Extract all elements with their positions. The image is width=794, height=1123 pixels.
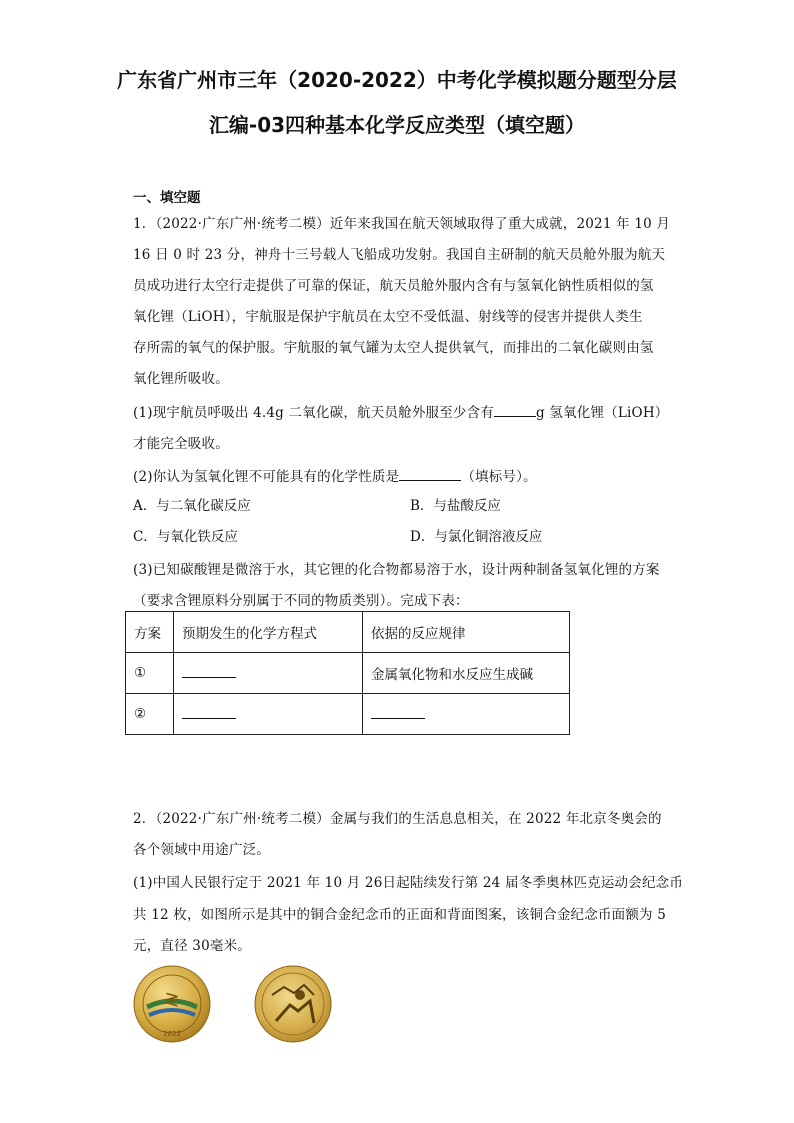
option-d[interactable]: D．与氯化铜溶液反应 bbox=[410, 529, 543, 545]
coin-front-graphic bbox=[133, 965, 211, 1043]
q2-line: 共 12 枚，如图所示是其中的铜合金纪念币的正面和背面图案，该铜合金纪念币面额为 5 bbox=[133, 907, 667, 923]
q1-line: 员成功进行太空行走提供了可靠的保证，航天员舱外服内含有与氢氧化钠性质相似的氢 bbox=[133, 278, 654, 294]
coin-year: 2022 bbox=[163, 1030, 181, 1038]
answer-table bbox=[125, 611, 570, 735]
table-cell-rule: 金属氧化物和水反应生成碱 bbox=[363, 653, 570, 694]
section-heading: 一、填空题 bbox=[133, 190, 201, 206]
table-header: 预期发生的化学方程式 bbox=[174, 612, 363, 653]
q2-line: 元，直径 30毫米。 bbox=[133, 938, 251, 954]
table-header: 方案 bbox=[126, 612, 174, 653]
coin-back-image bbox=[254, 965, 332, 1043]
q1-line: 存所需的氧气的保护服。宇航服的氧气罐为太空人提供氧气，而排出的二氧化碳则由氢 bbox=[133, 340, 654, 356]
q1-line: 氧化锂（LiOH），宇航服是保护宇航员在太空不受低温、射线等的侵害并提供人类生 bbox=[133, 309, 643, 325]
page-title-line2: 汇编-03四种基本化学反应类型（填空题） bbox=[208, 113, 586, 137]
table-cell-equation[interactable] bbox=[174, 694, 363, 735]
q1-sub3-cont: （要求含锂原料分别属于不同的物质类别）。完成下表： bbox=[133, 593, 469, 609]
q2-line: 2．（2022·广东广州·统考二模）金属与我们的生活息息相关，在 2022 年北京冬奥会的 bbox=[133, 811, 662, 827]
table-cell-plan: ② bbox=[126, 694, 174, 735]
q1-sub1-text-b: g 氢氧化锂（LiOH） bbox=[536, 405, 669, 421]
q1-sub1 bbox=[133, 401, 669, 421]
q2-line: (1)中国人民银行定于 2021 年 10 月 26日起陆续发行第 24 届冬季奥林匹克运动会纪念币 bbox=[133, 875, 684, 891]
table-cell-rule[interactable] bbox=[363, 694, 570, 735]
answer-blank[interactable] bbox=[399, 466, 461, 481]
coin-front-image bbox=[133, 965, 211, 1043]
coin-emblem: ≷ bbox=[164, 989, 180, 1010]
page-title-line1: 广东省广州市三年（2020-2022）中考化学模拟题分题型分层 bbox=[117, 68, 677, 92]
q1-line: 16 日 0 时 23 分，神舟十三号载人飞船成功发射。我国自主研制的航天员舱外服为航天 bbox=[133, 247, 666, 263]
option-b[interactable]: B．与盐酸反应 bbox=[410, 498, 501, 514]
option-c[interactable]: C．与氧化铁反应 bbox=[133, 529, 238, 545]
table-header-row bbox=[126, 612, 570, 653]
answer-blank[interactable] bbox=[182, 665, 236, 678]
q2-line: 各个领域中用途广泛。 bbox=[133, 842, 270, 858]
q1-sub2 bbox=[133, 465, 537, 485]
table-row bbox=[126, 694, 570, 735]
answer-blank[interactable] bbox=[494, 402, 536, 417]
table-cell-equation[interactable] bbox=[174, 653, 363, 694]
answer-blank[interactable] bbox=[182, 706, 236, 719]
q1-line: 1．（2022·广东广州·统考二模）近年来我国在航天领域取得了重大成就，2021 年 10 月 bbox=[133, 216, 671, 232]
q1-sub2-text-b: （填标号）。 bbox=[461, 469, 537, 485]
q1-sub1-text: (1)现宇航员呼吸出 4.4g 二氧化碳，航天员舱外服至少含有 bbox=[133, 405, 495, 421]
table-cell-plan: ① bbox=[126, 653, 174, 694]
q1-sub1-cont: 才能完全吸收。 bbox=[133, 436, 229, 452]
q1-sub3: (3)已知碳酸锂是微溶于水，其它锂的化合物都易溶于水，设计两种制备氢氧化锂的方案 bbox=[133, 562, 660, 578]
table-row bbox=[126, 653, 570, 694]
coin-back-graphic bbox=[254, 965, 332, 1043]
q1-line: 氧化锂所吸收。 bbox=[133, 371, 229, 387]
answer-blank[interactable] bbox=[371, 706, 425, 719]
table-header: 依据的反应规律 bbox=[363, 612, 570, 653]
option-a[interactable]: A．与二氧化碳反应 bbox=[133, 498, 251, 514]
q1-sub2-text: (2)你认为氢氧化锂不可能具有的化学性质是 bbox=[133, 469, 400, 485]
